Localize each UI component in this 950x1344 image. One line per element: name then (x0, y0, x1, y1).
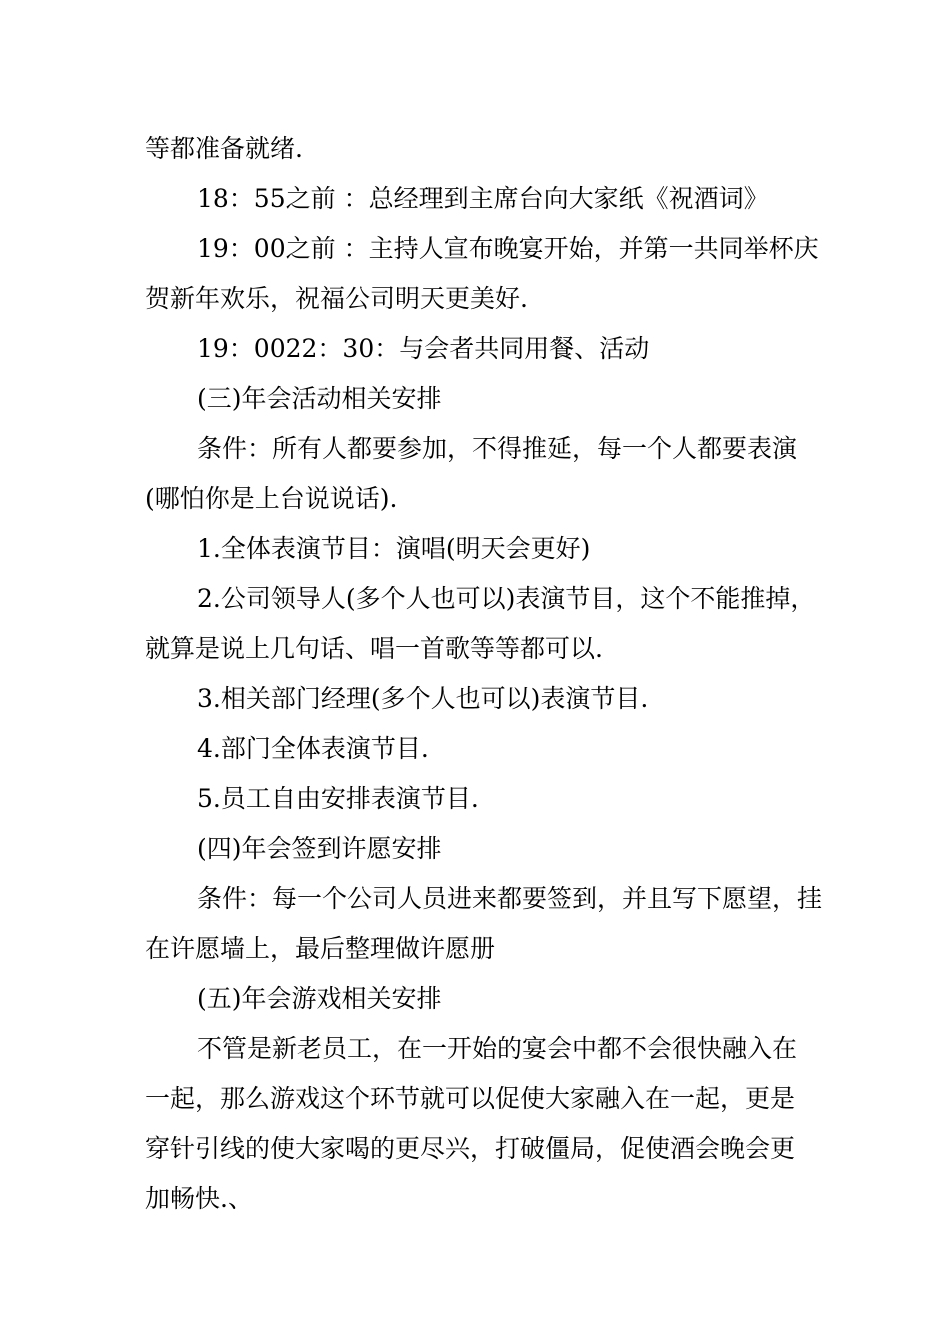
list-item: 5.员工自由安排表演节目. (197, 784, 479, 813)
text-line: 条件：每一个公司人员进来都要签到，并且写下愿望，挂 (197, 884, 823, 913)
text-line: 贺新年欢乐，祝福公司明天更美好. (145, 284, 528, 313)
text-line: 条件：所有人都要参加，不得推延，每一个人都要表演 (197, 434, 798, 463)
text-line: 加畅快.、 (145, 1184, 253, 1213)
text-line: 19：0022：30：与会者共同用餐、活动 (197, 334, 650, 363)
text-line: 19：00之前 ：主持人宣布晚宴开始，并第一共同举杯庆 (197, 234, 819, 263)
list-item: 1.全体表演节目：演唱(明天会更好) (197, 534, 591, 563)
text-line: 就算是说上几句话、唱一首歌等等都可以. (145, 634, 603, 663)
text-line: 18：55之前 ：总经理到主席台向大家纸《祝酒词》 (197, 184, 769, 213)
list-item: 2.公司领导人(多个人也可以)表演节目，这个不能推掉， (197, 584, 816, 613)
list-item: 3.相关部门经理(多个人也可以)表演节目. (197, 684, 649, 713)
text-line: 等都准备就绪. (145, 134, 303, 163)
document-body (145, 124, 823, 1224)
text-line: 在许愿墙上，最后整理做许愿册 (145, 934, 496, 963)
text-line: 一起，那么游戏这个环节就可以促使大家融入在一起，更是 (145, 1084, 796, 1113)
section-heading: (五)年会游戏相关安排 (197, 984, 442, 1013)
text-line: 穿针引线的使大家喝的更尽兴，打破僵局，促使酒会晚会更 (145, 1134, 796, 1163)
text-line: (哪怕你是上台说说话). (145, 484, 398, 513)
text-line: 不管是新老员工，在一开始的宴会中都不会很快融入在 (197, 1034, 798, 1063)
section-heading: (四)年会签到许愿安排 (197, 834, 442, 863)
section-heading: (三)年会活动相关安排 (197, 384, 442, 413)
list-item: 4.部门全体表演节目. (197, 734, 429, 763)
